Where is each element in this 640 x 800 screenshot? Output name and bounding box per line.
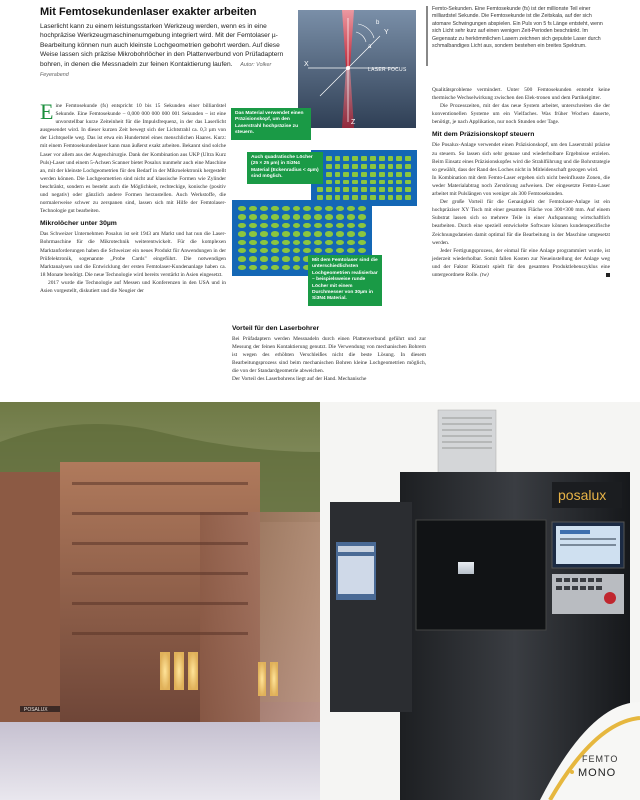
hole: [282, 223, 290, 228]
hole: [358, 240, 366, 245]
hole: [260, 206, 268, 211]
hole: [336, 214, 344, 219]
hole: [396, 156, 402, 161]
hole: [326, 187, 332, 192]
subheading: Mit dem Präzisionskopf steuern: [432, 131, 535, 139]
hole: [336, 223, 344, 228]
hole: [238, 214, 246, 219]
hole: [260, 248, 268, 253]
hole: [271, 231, 279, 236]
hole: [343, 187, 349, 192]
hole: [271, 214, 279, 219]
hole: [370, 187, 376, 192]
hole: [347, 223, 355, 228]
hole: [238, 265, 246, 270]
hole: [303, 248, 311, 253]
hole: [293, 214, 301, 219]
hole: [358, 231, 366, 236]
lead-text: Laserlicht kann zu einem leistungsstarken Werkzeug werden, wenn es in eine hochpräzise Werkzeugmaschinenumgebung integriert wird. Mit der Femtolaser µ-Bearbeitung können nun auch kleinste Lochgeometrien gebohrt werden. Auf diese Weise lassen sich präzise Mikrobohrlöcher in den Plattenverbund von Prüfadaptern bohren, in denen die Messnadeln zur feinen Kontaktierung laufen.: [40, 23, 284, 68]
callout-round-holes: Mit dem Femtolaser sind die unterschiedlichsten Lochgeometrien realisierbar – beispielsweise runde Löcher mit einem Durchmesser von 30µm in Si3N4 Material.: [308, 255, 382, 306]
end-mark-icon: [606, 273, 610, 277]
paragraph: [432, 247, 610, 279]
callout-precision-head: Das Material verwendet einen Präzisionskopf, um den Laserstrahl hochpräzise zu steuern.: [231, 108, 311, 140]
hole: [282, 214, 290, 219]
hole: [293, 240, 301, 245]
hole: [379, 172, 385, 177]
article-column-1: [40, 99, 226, 295]
hole: [396, 187, 402, 192]
square-holes-image: [311, 150, 417, 206]
hole: [336, 248, 344, 253]
hole: [358, 223, 366, 228]
paragraph-text: ine Femtosekunde (fs) entspricht 10 bis 15 Sekunden einer billiardstel Sekunde. Eine Femtosekunde – 0,000 000 000 000 001 Sekunden – ist eine unvorstellbar kurze Zeiteinheit für die Impulsfrequenz, in der das Laserlicht ausgesendet wird. In dieser kurzen Zeit bewegt sich der Lichtstrahl ca. 0,3 µm von der Lichtquelle weg. Das ist etwa ein Hundertstel eines menschlichen Haares. Kurz: mit einem Femtosekundenlaser kann man äußerst exakt arbeiten. Bekannt sind solche Laser vor allem aus der Augenchirurgie. Dank der Kombination aus UKP (Ultra Kurz Puls)-Laser und einem 5-Achsen Scanner bietet Posalux nunmehr auch eine Maschine an, mit der kleinste Lochgeometrien für den Bedarf in der Mikroelektronik hergestellt werden können. Die Lochgeometrien sind nicht auf klassische Formen wie Zylinder beschränkt, sondern es besteht auch die Möglichkeit, rechteckige, konische (positiv und negativ) oder gänzlich andere Formen herzustellen. Auch Werkstoffe, die normalerweise schwer zu zerspanen sind, lassen sich mit Hilfe der Femtolaser-Technologie gut bearbeiten.: [40, 103, 226, 215]
building-illustration: [0, 402, 320, 800]
hole: [379, 187, 385, 192]
hole: [303, 223, 311, 228]
hole: [405, 172, 411, 177]
square-hole-grid: [317, 156, 411, 200]
article-column-3: [432, 86, 610, 279]
hole: [314, 206, 322, 211]
hole: [336, 206, 344, 211]
hole: [361, 180, 367, 185]
laser-focus-figure: [298, 10, 416, 128]
axis-z-label: Z: [351, 119, 356, 126]
hole: [388, 172, 394, 177]
paragraph: Der große Vorteil für die Genauigkeit der Femtolaser-Anlage ist ein hochpräziser XY Tisch mit einer gesamten Fläche von 300×300 mm. Auf einem Substrat lassen sich so mehrere Teile in einer Aufspannung wirtschaftlich bearbeiten. Durch eine speziell entwickelte Software können kundenspezifische Zeichnungsdateien damit optimal für die Bearbeitung in der Maschine umgesetzt werden.: [432, 199, 610, 246]
hole: [370, 164, 376, 169]
machine-brand-logo: posalux: [558, 487, 607, 503]
hole: [238, 256, 246, 261]
hole: [314, 223, 322, 228]
hole: [293, 256, 301, 261]
hole: [326, 172, 332, 177]
hole: [282, 206, 290, 211]
hole: [282, 231, 290, 236]
subheading: Vorteil für den Laserbohrer: [232, 325, 320, 332]
paragraph-text: Jeder Fertigungsprozess, der einmal für eine Anlage programmiert wurde, ist jederzeit wiederholbar. Somit fallen Kosten zur Neueinstellung der Anlage weg und der Faktor Rüstzeit spielt für den gesamten Produktlebenszyklus eine untergeordnete Rolle.: [432, 247, 610, 278]
hole: [347, 214, 355, 219]
hole: [361, 172, 367, 177]
hole: [238, 240, 246, 245]
hole: [335, 164, 341, 169]
hole: [370, 180, 376, 185]
paragraph: Die Prozesszeiten, mit der das neue System arbeitet, unterschreiten die der konventionellen Systeme um ein Vielfaches. Was früher Wochen dauerte, benötigt, je nach Applikation, nur noch Stunden oder Tage.: [432, 103, 610, 126]
hole: [343, 156, 349, 161]
hole: [396, 164, 402, 169]
hole: [238, 248, 246, 253]
hole: [325, 231, 333, 236]
author-sign: (tw): [479, 271, 489, 278]
hole: [347, 240, 355, 245]
hole: [293, 248, 301, 253]
subheading: Mikrolöcher unter 30µm: [40, 220, 117, 228]
hole: [358, 206, 366, 211]
hole: [317, 187, 323, 192]
hole: [325, 223, 333, 228]
hole: [326, 164, 332, 169]
hole: [326, 180, 332, 185]
hole: [335, 187, 341, 192]
hole: [388, 187, 394, 192]
hole: [352, 172, 358, 177]
hole: [396, 172, 402, 177]
hole: [396, 195, 402, 200]
hole: [405, 180, 411, 185]
hole: [388, 180, 394, 185]
hole: [352, 156, 358, 161]
hole: [293, 223, 301, 228]
hole: [271, 248, 279, 253]
paragraph: Qualitätsprobleme vermindert. Unter 500 Femtosekunden entsteht keine thermische Wechselwirkung zwischen den Elek-tronen und dem Partikelgitter.: [432, 87, 610, 102]
hole: [303, 231, 311, 236]
hole: [303, 214, 311, 219]
hole: [325, 248, 333, 253]
hole: [379, 180, 385, 185]
article-column-2: [232, 320, 426, 384]
paragraph: 2017 wurde die Technologie auf Messen und Konferenzen in den USA und in Asien vorgestellt, diskutiert und die Neugier der: [40, 279, 226, 294]
hole: [325, 214, 333, 219]
hole: [293, 265, 301, 270]
hole: [260, 231, 268, 236]
axis-x-label: X: [304, 61, 309, 68]
author-credit: Autor: Volker Feyerabend: [40, 61, 272, 79]
hole: [358, 248, 366, 253]
hole: [249, 214, 257, 219]
hole: [249, 231, 257, 236]
hole: [249, 265, 257, 270]
hole: [335, 156, 341, 161]
hole: [336, 240, 344, 245]
machine-illustration: [320, 402, 640, 800]
hole: [405, 195, 411, 200]
hole: [352, 164, 358, 169]
hole: [282, 265, 290, 270]
hole: [396, 180, 402, 185]
hole: [336, 231, 344, 236]
hole: [347, 231, 355, 236]
hole: [249, 240, 257, 245]
hole: [314, 248, 322, 253]
hole: [249, 223, 257, 228]
hole: [293, 206, 301, 211]
hole: [325, 240, 333, 245]
paragraph: Die Posalux-Anlage verwendet einen Präzisionskopf, um den Laserstrahl präzise zu steuern. So lassen sich sehr genaue und wiederholbare Ergebnisse erzielen. Beim Einsatz eines Präzisionskopfes wird die Strahlführung und die Bohrstrategie so gewählt, dass der Rand des Loches nicht in Mitleidenschaft gezogen wird.: [432, 142, 610, 173]
angle-a-label: a: [368, 44, 372, 50]
hole: [379, 164, 385, 169]
hole: [343, 164, 349, 169]
hole: [293, 231, 301, 236]
hole: [343, 172, 349, 177]
hole: [388, 195, 394, 200]
paragraph: Bei Prüfadaptern werden Messnadeln durch einen Plattenverbund geführt und zur Messung der feinen Kontaktierung genutzt. Die Verwendung von mechanischen Bohrern ist wegen des erhöhten Verschleißes nicht die beste Lösung. In diesem Bearbeitungsprozess sind beim mechanischen Bohren kleine Lochgeometrien möglich, die von der Standardgeometrie abweichen.: [232, 336, 426, 375]
hole: [282, 240, 290, 245]
hole: [238, 206, 246, 211]
sidebar-caption: Femto-Sekunden. Eine Femtosekunde (fs) ist der millionste Teil einer milliardstel Sekunde. Die Femtosekunde ist die Zeitskala, auf der sich atomare Schwingungen abspielen. Ein Puls von 5 fs Länge entsteht, wenn sich Licht sehr kurz auf einen wenigen Zeit-Perioden beschränkt. Im Gegensatz zu herkömmlichen Lasern zeichnen sich gepulste Laser durch schmalbandiges Licht aus, sondern bestehen ein breites Spektrum.: [432, 6, 610, 50]
hole: [370, 172, 376, 177]
machine-photo: [320, 402, 640, 800]
hole: [388, 164, 394, 169]
hole: [343, 180, 349, 185]
hole: [271, 223, 279, 228]
machine-model-line1: FEMTO: [582, 754, 619, 764]
hole: [260, 240, 268, 245]
hole: [249, 206, 257, 211]
hole: [361, 187, 367, 192]
paragraph: Der Vorteil des Laserbohrens liegt auf der Hand. Mechanische: [232, 376, 367, 383]
hole: [326, 156, 332, 161]
hole: [260, 214, 268, 219]
hole: [405, 164, 411, 169]
hole: [271, 206, 279, 211]
hole: [314, 214, 322, 219]
building-sign: POSALUX: [24, 707, 48, 713]
hole: [352, 180, 358, 185]
hole: [405, 156, 411, 161]
hole: [388, 156, 394, 161]
hole: [335, 172, 341, 177]
hole: [314, 231, 322, 236]
hole: [260, 256, 268, 261]
article-headline: Mit Femtosekundenlaser exakter arbeiten: [40, 6, 257, 18]
hole: [361, 164, 367, 169]
hole: [335, 180, 341, 185]
paragraph: Das Schweizer Unternehmen Posalux ist seit 1943 am Markt und hat nun die Laser-Bohrmaschine für die Mikrotechnik weiterentwickelt. Für die komplexen Marktanforderungen haben die Schweizer ein neues Produkt für Anwendungen in der Prüfelektronik, sogenannte „Probe Cards" eingeführt. Die notwendigen Marktanalysen und die Entwicklung der ersten Femtolaser-Kundenanlage haben ca. 18 Monate benötigt. Die neue Technologie wird bereits verstärkt in Asien eingesetzt.: [40, 231, 226, 278]
machine-model-line2: MONO: [578, 767, 617, 779]
article-lead: [40, 22, 290, 80]
angle-b-label: b: [376, 20, 380, 26]
axis-y-label: Y: [384, 29, 389, 36]
paragraph: In Kombination mit dem Femto-Laser ergeben sich nicht beeinflusste Zonen, die weder Materialabtrag noch Zerstörung aufweisen. Der eingesetzte Femto-Laser arbeitet mit Pulslängen von weniger als 300 Femtosekunden.: [432, 174, 610, 198]
hole: [347, 248, 355, 253]
hole: [282, 248, 290, 253]
callout-square-holes: Auch quadratische Löcher (25 × 25 µm) in Si3N4 Material (Eckenradius < 4µm) sind möglich.: [247, 152, 323, 184]
hole: [303, 206, 311, 211]
hole: [361, 156, 367, 161]
hole: [325, 206, 333, 211]
hole: [282, 256, 290, 261]
hole: [249, 248, 257, 253]
laser-focus-label: LASER FOCUS: [368, 67, 407, 73]
hole: [271, 240, 279, 245]
hole: [271, 265, 279, 270]
building-photo: [0, 402, 320, 800]
hole: [271, 256, 279, 261]
drop-cap: E: [40, 99, 54, 124]
hole: [303, 240, 311, 245]
hole: [260, 265, 268, 270]
hole: [238, 231, 246, 236]
hole: [379, 195, 385, 200]
hole: [314, 240, 322, 245]
hole: [260, 223, 268, 228]
hole: [238, 223, 246, 228]
hole: [352, 187, 358, 192]
hole: [405, 187, 411, 192]
hole: [249, 256, 257, 261]
hole: [379, 156, 385, 161]
paragraph: [40, 99, 226, 215]
hole: [347, 206, 355, 211]
hole: [370, 156, 376, 161]
hole: [358, 214, 366, 219]
